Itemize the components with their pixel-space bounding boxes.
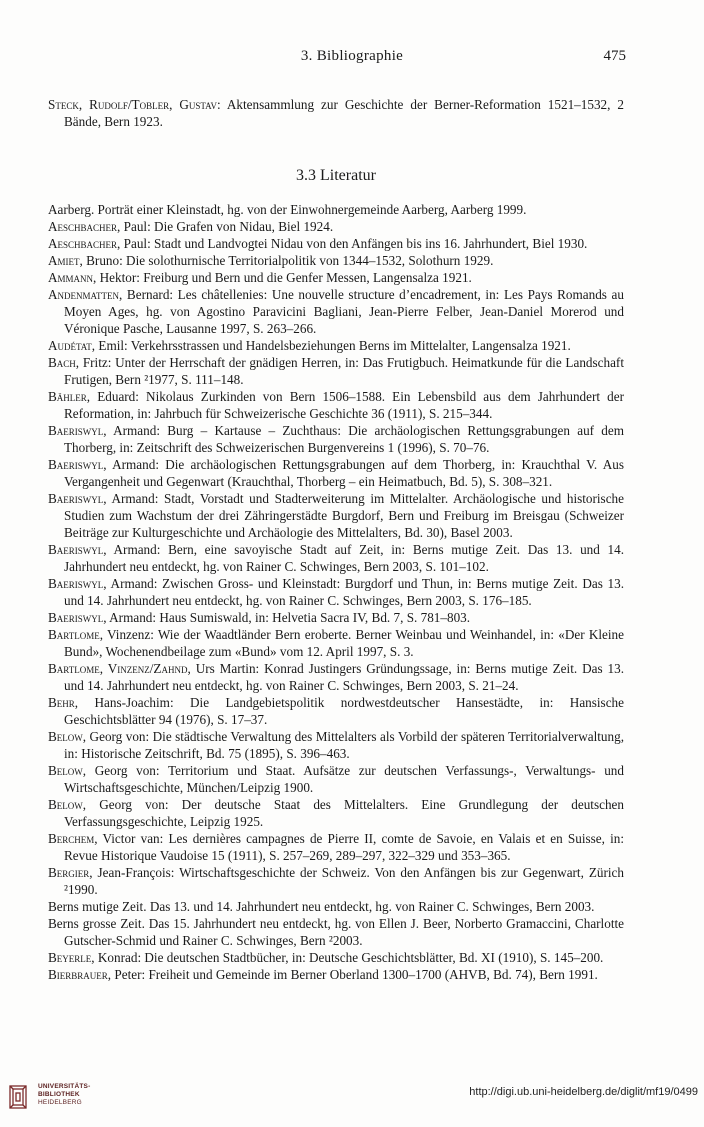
entry-text: Eduard: Nikolaus Zurkinden von Bern 1506–1588. Ein Lebensbild aus dem Jahrhundert der Reformation, in: Jahrbuch für Schweizerische Geschichte 36 (1911), S. 215–344. bbox=[64, 389, 624, 421]
entry-author: Amiet, bbox=[48, 253, 83, 268]
entry-author: Audétat, bbox=[48, 338, 96, 353]
entry-text: Georg von: Der deutsche Staat des Mittelalters. Eine Grundlegung der deutschen Verfassungsgeschichte, Leipzig 1925. bbox=[64, 797, 624, 829]
bibliography-entry bbox=[48, 694, 624, 728]
digital-copy-link[interactable]: http://digi.ub.uni-heidelberg.de/diglit/mf19/0499 bbox=[469, 1086, 698, 1098]
entry-author: Below, bbox=[48, 763, 87, 778]
entry-text: Victor van: Les dernières campagnes de Pierre II, comte de Savoie, en Valais et en Suisse, in: Revue Historique Vaudoise 15 (1911), S. 257–269, 289–297, 322–329 und 353–365. bbox=[64, 831, 624, 863]
entry-author: Behr, bbox=[48, 695, 79, 710]
library-name-line: HEIDELBERG bbox=[38, 1099, 82, 1106]
library-name bbox=[38, 1083, 90, 1107]
entry-author: Baeriswyl, bbox=[48, 423, 107, 438]
entry-author: Aeschbacher, bbox=[48, 236, 121, 251]
running-head bbox=[0, 44, 704, 66]
entry-author: Berchem, bbox=[48, 831, 98, 846]
entry-text: Bruno: Die solothurnische Territorialpolitik von 1344–1532, Solothurn 1929. bbox=[82, 253, 494, 268]
section-title: 3. Bibliographie bbox=[300, 48, 404, 64]
entry-text: Konrad: Die deutschen Stadtbücher, in: Deutsche Geschichtsblätter, Bd. XI (1910), S. 145–200. bbox=[94, 950, 604, 965]
entry-text: Armand: Zwischen Gross- und Kleinstadt: Burgdorf und Thun, in: Berns mutige Zeit. Das 13. und 14. Jahrhundert neu entdeckt, hg. von Rainer C. Schwinges, Bern 2003, S. 176–185. bbox=[64, 576, 624, 608]
entry-text: Armand: Burg – Kartause – Zuchthaus: Die archäologischen Rettungsgrabungen auf dem Thorberg, in: Zeitschrift des Schweizerischen Burgenvereins 1 (1996), S. 70–76. bbox=[64, 423, 624, 455]
entry-text: Jean-François: Wirtschaftsgeschichte der Schweiz. Von den Anfängen bis zur Gegenwart, Zürich ²1990. bbox=[64, 865, 624, 897]
bibliography-entry bbox=[48, 915, 624, 949]
bibliography-entry bbox=[48, 728, 624, 762]
section-heading: 3.3 Literatur bbox=[296, 167, 376, 184]
bibliography-entry bbox=[48, 575, 624, 609]
university-library-logo-icon bbox=[8, 1083, 30, 1111]
bibliography-entry bbox=[48, 337, 624, 354]
entry-author: Baeriswyl, bbox=[48, 457, 107, 472]
entry-author: Aeschbacher, bbox=[48, 219, 121, 234]
bibliography-entry bbox=[48, 96, 624, 130]
entry-author: Steck, Rudolf/Tobler, Gustav: bbox=[48, 97, 221, 112]
entry-text: Emil: Verkehrsstrassen und Handelsbeziehungen Berns im Mittelalter, Langensalza 1921. bbox=[95, 338, 571, 353]
bibliography-entry bbox=[48, 388, 624, 422]
entry-author: Bierbrauer, bbox=[48, 967, 112, 982]
entry-text: Aarberg. Porträt einer Kleinstadt, hg. von der Einwohnergemeinde Aarberg, Aarberg 1999. bbox=[48, 202, 527, 217]
entry-text: Georg von: Territorium und Staat. Aufsätze zur deutschen Verfassungs-, Verwaltungs- und Wirtschaftsgeschichte, München/Leipzig 1900. bbox=[64, 763, 624, 795]
library-name-line: UNIVERSITÄTS- bbox=[38, 1083, 91, 1090]
library-logo bbox=[8, 1083, 91, 1117]
entry-author: Andenmatten, bbox=[48, 287, 123, 302]
page-number: 475 bbox=[603, 48, 626, 64]
bibliography-entry bbox=[48, 949, 624, 966]
entry-text: Paul: Die Grafen von Nidau, Biel 1924. bbox=[120, 219, 334, 234]
bibliography-entry bbox=[48, 286, 624, 337]
entry-author: Below, bbox=[48, 797, 87, 812]
entry-text: Fritz: Unter der Herrschaft der gnädigen Herren, in: Das Frutigbuch. Heimatkunde für die Landschaft Frutigen, Bern ²1977, S. 111–148. bbox=[64, 355, 624, 387]
bibliography-entry bbox=[48, 660, 624, 694]
bibliography-content bbox=[48, 96, 624, 983]
entry-author: Beyerle, bbox=[48, 950, 95, 965]
entry-text: Peter: Freiheit und Gemeinde im Berner Oberland 1300–1700 (AHVB, Bd. 74), Bern 1991. bbox=[111, 967, 598, 982]
entry-author: Bähler, bbox=[48, 389, 91, 404]
entry-author: Bach, bbox=[48, 355, 80, 370]
bibliography-entry bbox=[48, 354, 624, 388]
entry-text: Bernard: Les châtellenies: Une nouvelle structure d’encadrement, in: Les Pays Romands au Moyen Ages, hg. von Agostino Paravicini Bagliani, Jean-Pierre Felber, Jean-Daniel Morerod und Véronique Pasche, Lausanne 1997, S. 263–266. bbox=[64, 287, 624, 336]
entry-author: Baeriswyl, bbox=[48, 542, 107, 557]
entry-author: Bergier, bbox=[48, 865, 93, 880]
entry-text: Aktensammlung zur Geschichte der Berner-Reformation 1521–1532, 2 Bände, Bern 1923. bbox=[64, 97, 624, 129]
bibliography-entry bbox=[48, 201, 624, 218]
source-list bbox=[48, 96, 624, 130]
bibliography-entry bbox=[48, 422, 624, 456]
bibliography-entry bbox=[48, 796, 624, 830]
bibliography-entry bbox=[48, 490, 624, 541]
bibliography-entry bbox=[48, 269, 624, 286]
entry-text: Paul: Stadt und Landvogtei Nidau von den Anfängen bis ins 16. Jahrhundert, Biel 1930. bbox=[120, 236, 588, 251]
entry-author: Baeriswyl, bbox=[48, 491, 107, 506]
library-name-line: BIBLIOTHEK bbox=[38, 1091, 80, 1098]
bibliography-entry bbox=[48, 541, 624, 575]
bibliography-entry bbox=[48, 966, 624, 983]
bibliography-entry bbox=[48, 456, 624, 490]
entry-text: Vinzenz: Wie der Waadtländer Bern eroberte. Berner Weinbau und Weinhandel, in: «Der Kleine Bund», Wochenendbeilage zum «Bund» vom 12. April 1997, S. 3. bbox=[64, 627, 624, 659]
bibliography-entry bbox=[48, 626, 624, 660]
entry-author: Bartlome, Vinzenz/Zahnd, bbox=[48, 661, 191, 676]
bibliography-entry bbox=[48, 830, 624, 864]
entry-text: Georg von: Die städtische Verwaltung des Mittelalters als Vorbild der späteren Territorialverwaltung, in: Historische Zeitschrift, Bd. 75 (1895), S. 396–463. bbox=[64, 729, 624, 761]
literature-list bbox=[48, 201, 624, 983]
entry-author: Baeriswyl, bbox=[48, 610, 107, 625]
entry-text: Armand: Stadt, Vorstadt und Stadterweiterung im Mittelalter. Archäologische und historische Studien zum Wachstum der drei Zähringerstädte Burgdorf, Bern und Freiburg im Breisgau (Schweizer Beiträge zur Kulturgeschichte und Archäologie des Mittelalters, Bd. 30), Basel 2003. bbox=[64, 491, 624, 540]
entry-text: Hans-Joachim: Die Landgebietspolitik nordwestdeutscher Hansestädte, in: Hansische Geschichtsblätter 94 (1976), S. 17–37. bbox=[64, 695, 624, 727]
bibliography-entry bbox=[48, 235, 624, 252]
entry-author: Below, bbox=[48, 729, 87, 744]
entry-text: Armand: Die archäologischen Rettungsgrabungen auf dem Thorberg, in: Krauchthal V. Aus Vergangenheit und Gegenwart (Krauchthal, Thorberg – ein Heimatbuch, Bd. 5), S. 308–321. bbox=[64, 457, 624, 489]
bibliography-entry bbox=[48, 252, 624, 269]
entry-author: Ammann, bbox=[48, 270, 97, 285]
bibliography-entry bbox=[48, 898, 624, 915]
entry-text: Hektor: Freiburg und Bern und die Genfer Messen, Langensalza 1921. bbox=[96, 270, 472, 285]
bibliography-entry bbox=[48, 864, 624, 898]
entry-author: Baeriswyl, bbox=[48, 576, 107, 591]
entry-text: Urs Martin: Konrad Justingers Gründungssage, in: Berns mutige Zeit. Das 13. und 14. Jahrhundert neu entdeckt, hg. von Rainer C. Schwinges, Bern 2003, S. 21–24. bbox=[64, 661, 624, 693]
bibliography-entry bbox=[48, 218, 624, 235]
entry-text: Armand: Bern, eine savoyische Stadt auf Zeit, in: Berns mutige Zeit. Das 13. und 14. Jahrhundert neu entdeckt, hg. von Rainer C. Schwinges, Bern 2003, S. 101–102. bbox=[64, 542, 624, 574]
entry-text: Berns grosse Zeit. Das 15. Jahrhundert neu entdeckt, hg. von Ellen J. Beer, Norberto Gramaccini, Charlotte Gutscher-Schmid und Rainer C. Schwinges, Bern ²2003. bbox=[48, 916, 624, 948]
entry-text: Berns mutige Zeit. Das 13. und 14. Jahrhundert neu entdeckt, hg. von Rainer C. Schwinges, Bern 2003. bbox=[48, 899, 595, 914]
bibliography-entry bbox=[48, 609, 624, 626]
bibliography-entry bbox=[48, 762, 624, 796]
entry-text: Armand: Haus Sumiswald, in: Helvetia Sacra IV, Bd. 7, S. 781–803. bbox=[106, 610, 471, 625]
entry-author: Bartlome, bbox=[48, 627, 104, 642]
